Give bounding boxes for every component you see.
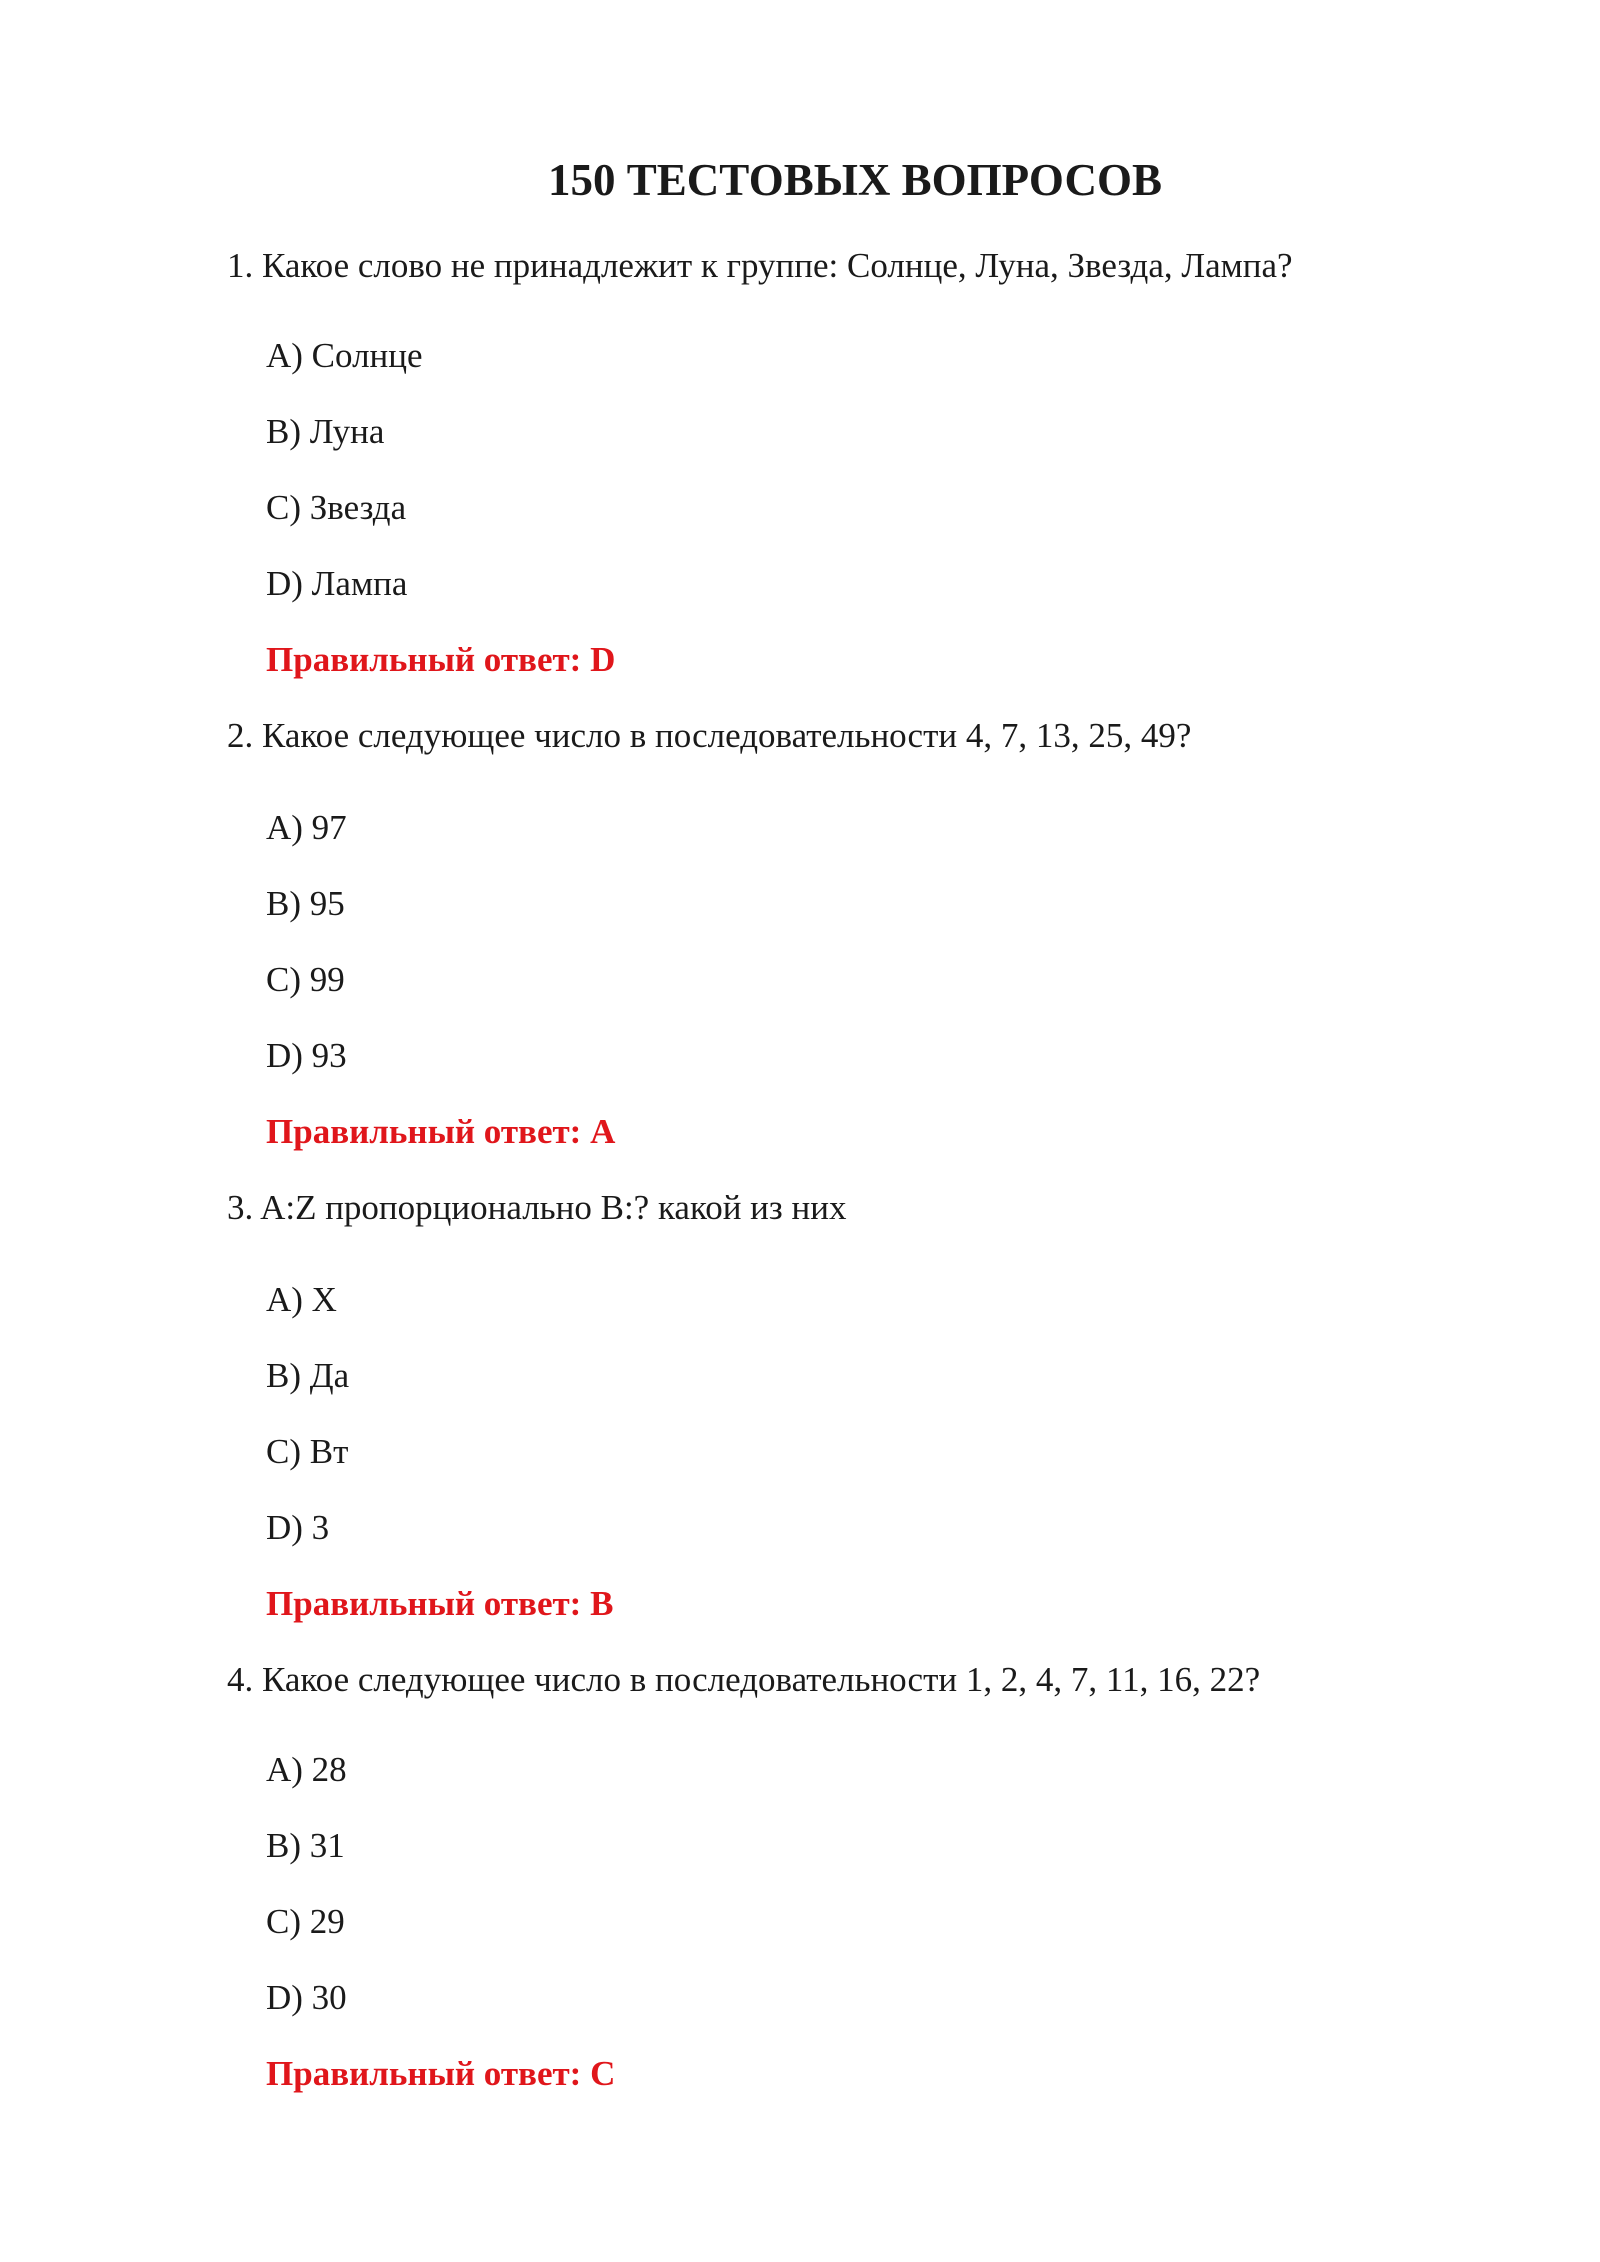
question-4-option-d: D) 30 [266, 1978, 347, 2017]
question-1-option-a: A) Солнце [266, 336, 423, 375]
question-2-option-b: B) 95 [266, 884, 345, 923]
question-1-answer: Правильный ответ: D [266, 640, 616, 679]
question-3-option-d: D) 3 [266, 1508, 330, 1547]
question-3-option-c: C) Вт [266, 1432, 349, 1471]
question-3-option-a: A) X [266, 1280, 337, 1319]
question-2-text: 2. Какое следующее число в последовательности 4, 7, 13, 25, 49? [227, 716, 1192, 755]
question-2-answer: Правильный ответ: A [266, 1112, 616, 1151]
question-1-option-b: B) Луна [266, 412, 385, 451]
question-3-text: 3. A:Z пропорционально B:? какой из них [227, 1188, 847, 1227]
question-1-text: 1. Какое слово не принадлежит к группе: Солнце, Луна, Звезда, Лампа? [227, 246, 1293, 285]
question-4-option-a: A) 28 [266, 1750, 347, 1789]
question-4-answer: Правильный ответ: C [266, 2054, 616, 2093]
question-1-option-c: C) Звезда [266, 488, 407, 527]
question-1-option-d: D) Лампа [266, 564, 408, 603]
question-3-option-b: B) Да [266, 1356, 350, 1395]
question-2-option-c: C) 99 [266, 960, 345, 999]
question-3-answer: Правильный ответ: B [266, 1584, 614, 1623]
question-4-option-b: B) 31 [266, 1826, 345, 1865]
question-4-text: 4. Какое следующее число в последовательности 1, 2, 4, 7, 11, 16, 22? [227, 1660, 1261, 1699]
question-2-option-d: D) 93 [266, 1036, 347, 1075]
question-4-option-c: C) 29 [266, 1902, 345, 1941]
page-title: 150 ТЕСТОВЫХ ВОПРОСОВ [548, 155, 1162, 205]
question-2-option-a: A) 97 [266, 808, 347, 847]
